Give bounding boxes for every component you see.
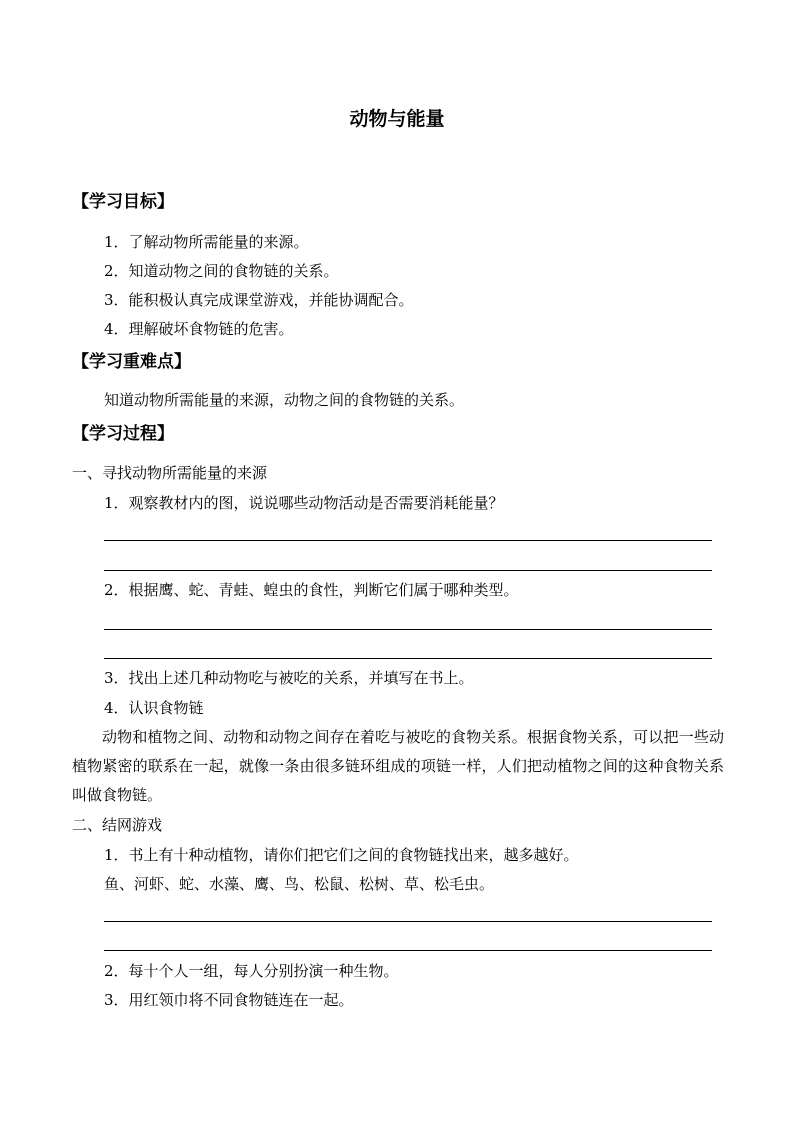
key-points-text: 知道动物所需能量的来源，动物之间的食物链的关系。 xyxy=(104,391,465,409)
answer-line xyxy=(104,921,712,922)
section1-question-4: 4．认识食物链 xyxy=(104,699,204,717)
section2-question-2: 2．每十个人一组，每人分别扮演一种生物。 xyxy=(104,962,399,980)
process-heading: 【学习过程】 xyxy=(72,424,174,444)
section1-question-2: 2．根据鹰、蛇、青蛙、蝗虫的食性，判断它们属于哪种类型。 xyxy=(104,581,519,599)
objective-item: 2．知道动物之间的食物链的关系。 xyxy=(104,262,339,280)
objective-item: 3．能积极认真完成课堂游戏，并能协调配合。 xyxy=(104,291,414,309)
answer-line xyxy=(104,540,712,541)
section1-question-3: 3．找出上述几种动物吃与被吃的关系，并填写在书上。 xyxy=(104,669,474,687)
objectives-heading: 【学习目标】 xyxy=(72,192,174,212)
answer-line xyxy=(104,629,712,630)
answer-line xyxy=(104,570,712,571)
key-points-heading: 【学习重难点】 xyxy=(72,352,191,372)
objective-item: 4．理解破坏食物链的危害。 xyxy=(104,320,294,338)
objective-item: 1．了解动物所需能量的来源。 xyxy=(104,233,309,251)
answer-line xyxy=(104,658,712,659)
document-title: 动物与能量 xyxy=(349,108,445,130)
answer-line xyxy=(104,950,712,951)
section2-question-1: 1．书上有十种动植物，请你们把它们之间的食物链找出来，越多越好。 xyxy=(104,846,579,864)
section2-title: 二、结网游戏 xyxy=(72,816,163,834)
section1-question-1: 1．观察教材内的图，说说哪些动物活动是否需要消耗能量？ xyxy=(104,494,504,512)
food-chain-paragraph: 动物和植物之间、动物和动物之间存在着吃与被吃的食物关系。根据食物关系，可以把一些动植物紧密的联系在一起，就像一条由很多链环组成的项链一样，人们把动植物之间的这种食物关系叫做食物链。 xyxy=(72,728,724,804)
section1-title: 一、寻找动物所需能量的来源 xyxy=(72,464,268,482)
organism-list: 鱼、河虾、蛇、水藻、鹰、鸟、松鼠、松树、草、松毛虫。 xyxy=(104,875,495,893)
section2-question-3: 3．用红领巾将不同食物链连在一起。 xyxy=(104,991,354,1009)
